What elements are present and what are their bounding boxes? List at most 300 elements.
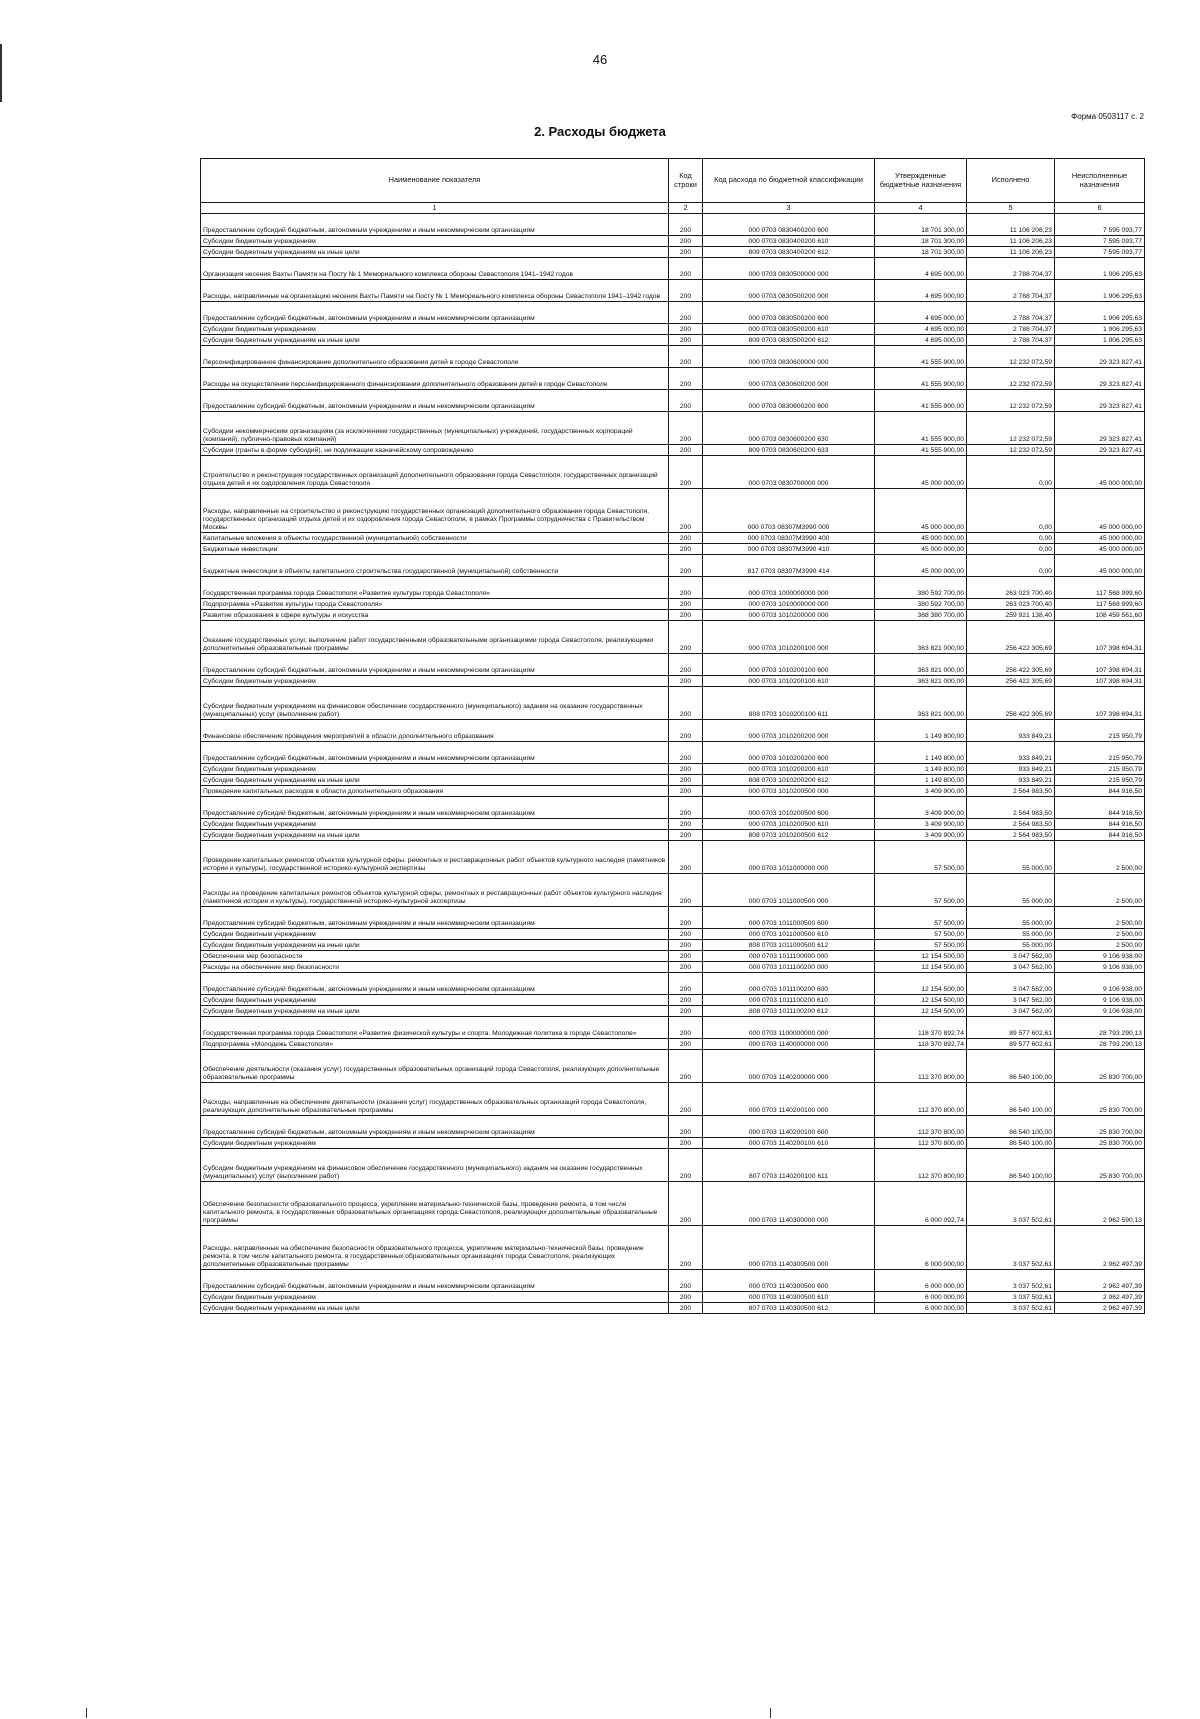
row-approved: 112 370 800,00 [875, 1050, 967, 1083]
row-budget-code: 000 0703 1140200000 000 [703, 1050, 875, 1083]
row-line-code: 200 [669, 874, 703, 907]
table-row [201, 1083, 1145, 1116]
row-budget-code: 808 0703 1011000500 612 [703, 940, 875, 951]
row-name: Расходы, направленные на обеспечение безопасности образовательного процесса, укрепление материально-технической базы, проведение ремонта, в том числе капитального ремонта, в государственных образовательных организациях города Севастополя, реализующих дополнительные образовательные программы [201, 1226, 669, 1270]
row-budget-code: 000 0703 0830600200 600 [703, 390, 875, 412]
row-approved: 57 500,00 [875, 841, 967, 874]
row-executed: 55 000,00 [967, 929, 1055, 940]
row-line-code: 200 [669, 654, 703, 676]
row-name: Развитие образования в сфере культуры и искусства [201, 610, 669, 621]
row-line-code: 200 [669, 1116, 703, 1138]
row-budget-code: 000 0703 1010000000 000 [703, 599, 875, 610]
row-unexecuted: 45 000 000,00 [1055, 533, 1145, 544]
row-name: Бюджетные инвестиции в объекты капитального строительства государственной (муниципальной) собственности [201, 555, 669, 577]
table-row [201, 786, 1145, 797]
form-code: Форма 0503117 с. 2 [1071, 112, 1144, 121]
row-line-code: 200 [669, 1017, 703, 1039]
table-row [201, 742, 1145, 764]
row-unexecuted: 25 830 700,00 [1055, 1083, 1145, 1116]
row-approved: 12 154 500,00 [875, 995, 967, 1006]
row-unexecuted: 7 595 093,77 [1055, 247, 1145, 258]
row-approved: 4 695 000,00 [875, 280, 967, 302]
row-approved: 18 701 300,00 [875, 236, 967, 247]
row-executed: 3 047 562,00 [967, 973, 1055, 995]
row-unexecuted: 28 793 290,13 [1055, 1039, 1145, 1050]
row-name: Расходы, направленные на организацию несения Вахты Памяти на Посту № 1 Мемориального комплекса обороны Севастополя 1941–1942 годов [201, 280, 669, 302]
row-unexecuted: 107 398 694,31 [1055, 621, 1145, 654]
row-executed: 11 106 206,23 [967, 214, 1055, 236]
row-name: Субсидии бюджетным учреждениям [201, 764, 669, 775]
row-budget-code: 000 0703 0830400200 610 [703, 236, 875, 247]
row-executed: 933 849,21 [967, 742, 1055, 764]
row-budget-code: 000 0703 08307М3990 410 [703, 544, 875, 555]
row-approved: 41 555 900,00 [875, 445, 967, 456]
table-row [201, 687, 1145, 720]
row-approved: 1 149 800,00 [875, 720, 967, 742]
row-budget-code: 000 0703 0830400200 600 [703, 214, 875, 236]
row-unexecuted: 2 500,00 [1055, 874, 1145, 907]
row-approved: 45 000 000,00 [875, 456, 967, 489]
table-row [201, 1303, 1145, 1314]
row-executed: 3 037 502,61 [967, 1226, 1055, 1270]
row-line-code: 200 [669, 907, 703, 929]
row-unexecuted: 1 906 295,63 [1055, 258, 1145, 280]
table-row [201, 1039, 1145, 1050]
header-approved: Утвержденные бюджетные назначения [875, 159, 967, 203]
row-line-code: 200 [669, 786, 703, 797]
table-body [201, 214, 1145, 1314]
row-unexecuted: 9 106 938,00 [1055, 973, 1145, 995]
row-budget-code: 000 0703 0830500200 000 [703, 280, 875, 302]
row-unexecuted: 25 830 700,00 [1055, 1138, 1145, 1149]
row-unexecuted: 117 568 999,60 [1055, 599, 1145, 610]
row-unexecuted: 9 106 938,00 [1055, 951, 1145, 962]
row-approved: 57 500,00 [875, 874, 967, 907]
table-row [201, 841, 1145, 874]
row-budget-code: 809 0703 0830500200 612 [703, 335, 875, 346]
row-approved: 4 695 000,00 [875, 258, 967, 280]
row-line-code: 200 [669, 247, 703, 258]
row-budget-code: 000 0703 0830500200 610 [703, 324, 875, 335]
row-line-code: 200 [669, 368, 703, 390]
row-line-code: 200 [669, 841, 703, 874]
row-unexecuted: 7 595 093,77 [1055, 214, 1145, 236]
row-unexecuted: 25 830 700,00 [1055, 1149, 1145, 1182]
table-row [201, 335, 1145, 346]
row-executed: 263 023 700,40 [967, 599, 1055, 610]
table-row [201, 236, 1145, 247]
row-budget-code: 808 0703 1010200500 612 [703, 830, 875, 841]
row-executed: 89 577 602,61 [967, 1017, 1055, 1039]
row-approved: 41 555 900,00 [875, 390, 967, 412]
row-budget-code: 817 0703 08307М3990 414 [703, 555, 875, 577]
row-name: Персонифицированное финансирование дополнительного образования детей в городе Севастополе [201, 346, 669, 368]
row-executed: 2 564 983,50 [967, 786, 1055, 797]
row-unexecuted: 1 906 295,63 [1055, 335, 1145, 346]
table-row [201, 610, 1145, 621]
scan-edge-mark [86, 1708, 87, 1718]
row-line-code: 200 [669, 1303, 703, 1314]
row-name: Обеспечение деятельности (оказания услуг) государственных образовательных организаций города Севастополя, реализующих дополнительные образовательные программы [201, 1050, 669, 1083]
row-budget-code: 000 0703 1010200500 610 [703, 819, 875, 830]
row-approved: 112 370 800,00 [875, 1138, 967, 1149]
row-executed: 2 788 704,37 [967, 324, 1055, 335]
row-unexecuted: 28 793 290,13 [1055, 1017, 1145, 1039]
row-name: Расходы, направленные на обеспечение деятельности (оказания услуг) государственных образовательных организаций города Севастополя, реализующих дополнительные образовательные программы [201, 1083, 669, 1116]
row-unexecuted: 844 916,50 [1055, 786, 1145, 797]
row-name: Бюджетные инвестиции [201, 544, 669, 555]
row-executed: 55 000,00 [967, 841, 1055, 874]
row-unexecuted: 2 962 497,39 [1055, 1303, 1145, 1314]
row-budget-code: 000 0703 1000000000 000 [703, 577, 875, 599]
row-unexecuted: 9 106 938,00 [1055, 995, 1145, 1006]
row-name: Проведение капитальных расходов в области дополнительного образования [201, 786, 669, 797]
row-name: Субсидии бюджетным учреждениям на иные цели [201, 1006, 669, 1017]
row-approved: 45 000 000,00 [875, 533, 967, 544]
row-budget-code: 000 0703 1011000000 000 [703, 841, 875, 874]
row-executed: 0,00 [967, 555, 1055, 577]
table-row [201, 1270, 1145, 1292]
table-row [201, 764, 1145, 775]
row-executed: 12 232 072,59 [967, 368, 1055, 390]
row-unexecuted: 844 916,50 [1055, 797, 1145, 819]
row-line-code: 200 [669, 797, 703, 819]
row-approved: 1 149 800,00 [875, 764, 967, 775]
row-approved: 57 500,00 [875, 940, 967, 951]
row-name: Подпрограмма «Развитие культуры города Севастополя» [201, 599, 669, 610]
row-budget-code: 000 0703 0830700000 000 [703, 456, 875, 489]
row-line-code: 200 [669, 1039, 703, 1050]
row-approved: 45 000 000,00 [875, 544, 967, 555]
row-name: Субсидии бюджетным учреждениям [201, 929, 669, 940]
table-row [201, 544, 1145, 555]
row-executed: 11 106 206,23 [967, 247, 1055, 258]
column-number: 1 [201, 203, 669, 214]
row-executed: 3 047 562,00 [967, 995, 1055, 1006]
row-name: Субсидии бюджетным учреждениям на иные цели [201, 335, 669, 346]
row-unexecuted: 2 962 497,39 [1055, 1226, 1145, 1270]
row-budget-code: 000 0703 1100000000 000 [703, 1017, 875, 1039]
row-executed: 2 564 983,50 [967, 819, 1055, 830]
column-number: 4 [875, 203, 967, 214]
row-unexecuted: 108 459 561,60 [1055, 610, 1145, 621]
row-line-code: 200 [669, 687, 703, 720]
row-executed: 3 037 502,61 [967, 1292, 1055, 1303]
row-name: Обеспечение мер безопасности [201, 951, 669, 962]
row-budget-code: 000 0703 08307М3990 400 [703, 533, 875, 544]
header-line-code: Код строки [669, 159, 703, 203]
row-executed: 933 849,21 [967, 775, 1055, 786]
row-name: Организация несения Вахты Памяти на Посту № 1 Мемориального комплекса обороны Севастополя 1941–1942 годов [201, 258, 669, 280]
row-name: Государственная программа города Севастополя «Развитие физической культуры и спорта. Молодежная политика в городе Севастополе» [201, 1017, 669, 1039]
row-budget-code: 000 0703 1011100000 000 [703, 951, 875, 962]
table-row [201, 907, 1145, 929]
row-unexecuted: 1 906 295,63 [1055, 302, 1145, 324]
table-row [201, 324, 1145, 335]
row-budget-code: 000 0703 1010200100 610 [703, 676, 875, 687]
row-executed: 259 921 138,40 [967, 610, 1055, 621]
row-line-code: 200 [669, 1226, 703, 1270]
table-row [201, 1116, 1145, 1138]
table-row [201, 676, 1145, 687]
row-name: Обеспечение безопасности образовательного процесса, укрепление материально-технической базы, проведение ремонта, в том числе капитального ремонта, в государственных образовательных организациях города Севастополя, реализующих дополнительные образовательные программы [201, 1182, 669, 1226]
row-budget-code: 000 0703 1010200500 600 [703, 797, 875, 819]
row-line-code: 200 [669, 335, 703, 346]
column-number: 5 [967, 203, 1055, 214]
row-budget-code: 000 0703 1010200100 600 [703, 654, 875, 676]
row-executed: 12 232 072,59 [967, 445, 1055, 456]
row-line-code: 200 [669, 599, 703, 610]
row-unexecuted: 29 323 827,41 [1055, 368, 1145, 390]
row-line-code: 200 [669, 236, 703, 247]
row-line-code: 200 [669, 1182, 703, 1226]
row-name: Финансовое обеспечение проведения мероприятий в области дополнительного образования [201, 720, 669, 742]
row-executed: 89 577 602,61 [967, 1039, 1055, 1050]
row-budget-code: 000 0703 1010200200 600 [703, 742, 875, 764]
row-name: Субсидии бюджетным учреждениям на финансовое обеспечение государственного (муниципального) задания на оказание государственных (муниципальных) услуг (выполнение работ) [201, 687, 669, 720]
row-name: Субсидии бюджетным учреждениям на иные цели [201, 775, 669, 786]
row-line-code: 200 [669, 577, 703, 599]
row-approved: 12 154 500,00 [875, 973, 967, 995]
row-approved: 4 695 000,00 [875, 302, 967, 324]
column-number: 2 [669, 203, 703, 214]
row-line-code: 200 [669, 995, 703, 1006]
row-budget-code: 000 0703 1010200200 000 [703, 720, 875, 742]
row-executed: 0,00 [967, 489, 1055, 533]
header-executed: Исполнено [967, 159, 1055, 203]
row-budget-code: 808 0703 1011100200 612 [703, 1006, 875, 1017]
table-row [201, 390, 1145, 412]
row-unexecuted: 25 830 700,00 [1055, 1050, 1145, 1083]
row-approved: 1 149 800,00 [875, 775, 967, 786]
row-budget-code: 000 0703 0830600200 630 [703, 412, 875, 445]
scan-edge-mark [770, 1708, 771, 1718]
row-unexecuted: 9 106 938,00 [1055, 1006, 1145, 1017]
row-approved: 112 370 800,00 [875, 1116, 967, 1138]
row-unexecuted: 2 500,00 [1055, 940, 1145, 951]
row-unexecuted: 45 000 000,00 [1055, 555, 1145, 577]
row-unexecuted: 29 323 827,41 [1055, 390, 1145, 412]
row-line-code: 200 [669, 819, 703, 830]
row-budget-code: 000 0703 0830600000 000 [703, 346, 875, 368]
row-name: Предоставление субсидий бюджетным, автономным учреждениям и иным некоммерческим организациям [201, 1116, 669, 1138]
row-budget-code: 000 0703 1011000500 610 [703, 929, 875, 940]
row-name: Предоставление субсидий бюджетным, автономным учреждениям и иным некоммерческим организациям [201, 654, 669, 676]
header-unexecuted: Неисполненные назначения [1055, 159, 1145, 203]
row-approved: 368 380 700,00 [875, 610, 967, 621]
row-unexecuted: 844 916,50 [1055, 819, 1145, 830]
row-executed: 55 000,00 [967, 940, 1055, 951]
row-budget-code: 000 0703 1011100200 600 [703, 973, 875, 995]
row-approved: 118 370 892,74 [875, 1039, 967, 1050]
table-row [201, 929, 1145, 940]
row-name: Оказание государственных услуг, выполнение работ государственными образовательными организациями города Севастополя, реализующими дополнительные образовательные программы [201, 621, 669, 654]
row-approved: 363 821 000,00 [875, 687, 967, 720]
row-approved: 41 555 900,00 [875, 412, 967, 445]
row-budget-code: 000 0703 1011100200 000 [703, 962, 875, 973]
row-budget-code: 000 0703 1140300500 610 [703, 1292, 875, 1303]
row-line-code: 200 [669, 390, 703, 412]
row-line-code: 200 [669, 280, 703, 302]
row-name: Предоставление субсидий бюджетным, автономным учреждениям и иным некоммерческим организациям [201, 797, 669, 819]
row-budget-code: 809 0703 0830400200 612 [703, 247, 875, 258]
row-budget-code: 000 0703 1140300500 600 [703, 1270, 875, 1292]
row-approved: 6 000 000,00 [875, 1270, 967, 1292]
row-budget-code: 807 0703 1140300500 612 [703, 1303, 875, 1314]
row-budget-code: 000 0703 1140200100 600 [703, 1116, 875, 1138]
row-approved: 41 555 900,00 [875, 368, 967, 390]
table-row [201, 412, 1145, 445]
table-row [201, 445, 1145, 456]
row-unexecuted: 29 323 827,41 [1055, 412, 1145, 445]
row-name: Предоставление субсидий бюджетным, автономным учреждениям и иным некоммерческим организациям [201, 390, 669, 412]
row-executed: 86 540 100,00 [967, 1116, 1055, 1138]
row-approved: 363 821 000,00 [875, 654, 967, 676]
row-unexecuted: 107 398 694,31 [1055, 654, 1145, 676]
row-line-code: 200 [669, 544, 703, 555]
row-budget-code: 000 0703 0830500000 000 [703, 258, 875, 280]
row-executed: 12 232 072,59 [967, 412, 1055, 445]
row-name: Государственная программа города Севастополя «Развитие культуры города Севастополя» [201, 577, 669, 599]
row-name: Субсидии бюджетным учреждениям на иные цели [201, 940, 669, 951]
row-approved: 3 409 900,00 [875, 786, 967, 797]
row-executed: 11 106 206,23 [967, 236, 1055, 247]
row-unexecuted: 1 906 295,63 [1055, 280, 1145, 302]
table-row [201, 962, 1145, 973]
section-title: 2. Расходы бюджета [534, 124, 666, 139]
table-row [201, 874, 1145, 907]
row-approved: 4 695 000,00 [875, 324, 967, 335]
row-executed: 256 422 305,69 [967, 676, 1055, 687]
row-name: Субсидии некоммерческим организациям (за исключением государственных (муниципальных) учреждений, государственных корпораций (компаний), публично-правовых компаний) [201, 412, 669, 445]
header-indicator-name: Наименование показателя [201, 159, 669, 203]
table-row [201, 775, 1145, 786]
row-name: Капитальные вложения в объекты государственной (муниципальной) собственности [201, 533, 669, 544]
column-number: 6 [1055, 203, 1145, 214]
row-budget-code: 000 0703 1011000500 000 [703, 874, 875, 907]
row-name: Субсидии (гранты в форме субсидий), не подлежащие казначейскому сопровождению [201, 445, 669, 456]
table-row [201, 1006, 1145, 1017]
row-name: Субсидии бюджетным учреждениям [201, 1292, 669, 1303]
table-row [201, 819, 1145, 830]
table-row [201, 489, 1145, 533]
table-row [201, 577, 1145, 599]
row-line-code: 200 [669, 929, 703, 940]
row-line-code: 200 [669, 346, 703, 368]
row-name: Подпрограмма «Молодежь Севастополя» [201, 1039, 669, 1050]
page-number: 46 [592, 52, 608, 67]
row-name: Субсидии бюджетным учреждениям на иные цели [201, 830, 669, 841]
row-name: Субсидии бюджетным учреждениям на иные цели [201, 1303, 669, 1314]
row-approved: 12 154 500,00 [875, 951, 967, 962]
row-executed: 3 047 562,00 [967, 962, 1055, 973]
table-row [201, 951, 1145, 962]
table-row [201, 1017, 1145, 1039]
row-budget-code: 808 0703 1010200100 611 [703, 687, 875, 720]
row-executed: 12 232 072,59 [967, 390, 1055, 412]
row-approved: 363 821 000,00 [875, 621, 967, 654]
table-row [201, 830, 1145, 841]
row-approved: 3 409 900,00 [875, 830, 967, 841]
table-row [201, 247, 1145, 258]
row-line-code: 200 [669, 1149, 703, 1182]
row-unexecuted: 107 398 694,31 [1055, 687, 1145, 720]
row-unexecuted: 844 916,50 [1055, 830, 1145, 841]
table-row [201, 973, 1145, 995]
row-executed: 86 540 100,00 [967, 1138, 1055, 1149]
row-unexecuted: 215 950,79 [1055, 720, 1145, 742]
row-approved: 6 000 000,00 [875, 1292, 967, 1303]
table-row [201, 368, 1145, 390]
row-budget-code: 000 0703 1010200000 000 [703, 610, 875, 621]
table-row [201, 214, 1145, 236]
row-executed: 0,00 [967, 544, 1055, 555]
row-line-code: 200 [669, 555, 703, 577]
row-name: Проведение капитальных ремонтов объектов культурной сферы, ремонтных и реставрационных работ объектов культурного наследия (памятников истории и культуры), государственной историко-культурной экспертизы [201, 841, 669, 874]
row-name: Расходы на проведение капитальных ремонтов объектов культурной сферы, ремонтных и реставрационных работ объектов культурного наследия (памятников истории и культуры), государственной историко-культурной экспертизы [201, 874, 669, 907]
table-row [201, 797, 1145, 819]
row-budget-code: 807 0703 1140200100 611 [703, 1149, 875, 1182]
row-budget-code: 000 0703 1140200100 000 [703, 1083, 875, 1116]
row-unexecuted: 2 500,00 [1055, 841, 1145, 874]
row-name: Субсидии бюджетным учреждениям на финансовое обеспечение государственного (муниципального) задания на оказание государственных (муниципальных) услуг (выполнение работ) [201, 1149, 669, 1182]
row-line-code: 200 [669, 764, 703, 775]
row-line-code: 200 [669, 962, 703, 973]
row-approved: 118 370 892,74 [875, 1017, 967, 1039]
row-unexecuted: 29 323 827,41 [1055, 445, 1145, 456]
row-executed: 256 422 305,69 [967, 621, 1055, 654]
row-name: Предоставление субсидий бюджетным, автономным учреждениям и иным некоммерческим организациям [201, 214, 669, 236]
row-name: Предоставление субсидий бюджетным, автономным учреждениям и иным некоммерческим организациям [201, 1270, 669, 1292]
row-budget-code: 000 0703 1011100200 610 [703, 995, 875, 1006]
row-executed: 2 788 704,37 [967, 302, 1055, 324]
row-budget-code: 000 0703 1010200500 000 [703, 786, 875, 797]
row-unexecuted: 9 106 938,00 [1055, 962, 1145, 973]
row-line-code: 200 [669, 830, 703, 841]
row-unexecuted: 1 906 295,63 [1055, 324, 1145, 335]
row-unexecuted: 215 950,79 [1055, 742, 1145, 764]
row-approved: 112 370 800,00 [875, 1149, 967, 1182]
table-row [201, 621, 1145, 654]
row-budget-code: 000 0703 1011000500 600 [703, 907, 875, 929]
table-row [201, 280, 1145, 302]
table-row [201, 302, 1145, 324]
row-approved: 112 370 800,00 [875, 1083, 967, 1116]
row-line-code: 200 [669, 775, 703, 786]
row-executed: 933 849,21 [967, 720, 1055, 742]
row-approved: 380 592 700,00 [875, 599, 967, 610]
table-row [201, 1050, 1145, 1083]
row-unexecuted: 29 323 827,41 [1055, 346, 1145, 368]
table-row [201, 1226, 1145, 1270]
row-unexecuted: 45 000 000,00 [1055, 456, 1145, 489]
row-line-code: 200 [669, 621, 703, 654]
table-row [201, 599, 1145, 610]
table-row [201, 720, 1145, 742]
row-approved: 12 154 500,00 [875, 962, 967, 973]
row-name: Субсидии бюджетным учреждениям [201, 236, 669, 247]
row-line-code: 200 [669, 489, 703, 533]
row-line-code: 200 [669, 258, 703, 280]
row-executed: 0,00 [967, 533, 1055, 544]
row-name: Расходы, направленные на строительство и реконструкцию государственных организаций дополнительного образования города Севастополя, государственных организаций отдыха детей и их оздоровления города Севастополя, в рамках Программы сотрудничества с Правительством Москвы [201, 489, 669, 533]
row-approved: 18 701 300,00 [875, 214, 967, 236]
row-approved: 3 409 900,00 [875, 797, 967, 819]
row-approved: 6 000 000,00 [875, 1226, 967, 1270]
row-name: Субсидии бюджетным учреждениям [201, 324, 669, 335]
row-budget-code: 808 0703 1010200200 612 [703, 775, 875, 786]
table-row [201, 995, 1145, 1006]
